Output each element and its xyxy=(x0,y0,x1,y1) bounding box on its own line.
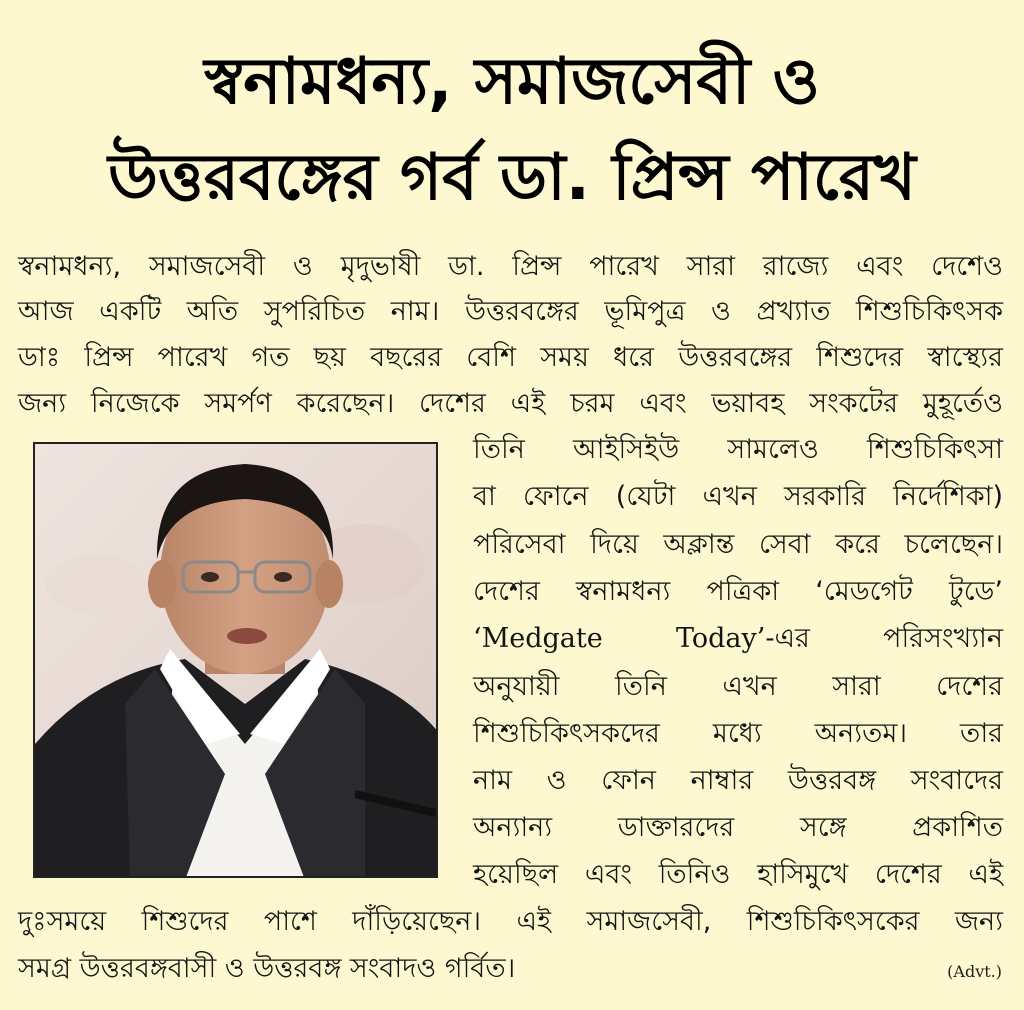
headline-line-1: স্বনামধন্য, সমাজসেবী ও xyxy=(204,45,820,119)
article-line: দুঃসময়ে শিশুদের পাশে দাঁড়িয়েছেন। এই সমাজসেবী, শিশুচিকিৎসকের জন্য xyxy=(18,906,1003,937)
article-line: ‘Medgate Today’-এর পরিসংখ্যান xyxy=(473,623,1003,654)
article-line: অনুযায়ী তিনি এখন সারা দেশের xyxy=(473,671,1003,702)
article-line: সমগ্র উত্তরবঙ্গবাসী ও উত্তরবঙ্গ সংবাদও গর্বিত। xyxy=(18,953,516,984)
article-line: দেশের স্বনামধন্য পত্রিকা ‘মেডগেট টুডে’ xyxy=(473,576,1003,607)
headline-line-2: উত্তরবঙ্গের গর্ব ডা. প্রিন্স পারেখ xyxy=(108,141,916,215)
article-line: ডাঃ প্রিন্স পারেখ গত ছয় বছরের বেশি সময় ধরে উত্তরবঙ্গের শিশুদের স্বাস্থ্যের xyxy=(18,342,1003,373)
article-line: শিশুচিকিৎসকদের মধ্যে অন্যতম। তার xyxy=(473,718,1003,749)
portrait-photo xyxy=(33,442,438,878)
article-line: পরিসেবা দিয়ে অক্লান্ত সেবা করে চলেছেন। xyxy=(473,529,1003,560)
advt-label: (Advt.) xyxy=(947,962,1002,981)
article-line: অন্যান্য ডাক্তারদের সঙ্গে প্রকাশিত xyxy=(473,812,1003,843)
article-line: জন্য নিজেকে সমর্পণ করেছেন। দেশের এই চরম এবং ভয়াবহ সংকটের মুহূর্তেও xyxy=(18,388,1003,419)
article-line: বা ফোনে (যেটা এখন সরকারি নির্দেশিকা) xyxy=(473,481,1003,512)
article-line: স্বনামধন্য, সমাজসেবী ও মৃদুভাষী ডা. প্রিন্স পারেখ সারা রাজ্যে এবং দেশেও xyxy=(18,251,1003,282)
article-line: তিনি আইসিইউ সামলেও শিশুচিকিৎসা xyxy=(473,434,1003,465)
article-line: নাম ও ফোন নাম্বার উত্তরবঙ্গ সংবাদের xyxy=(473,765,1003,796)
article-line: হয়েছিল এবং তিনিও হাসিমুখে দেশের এই xyxy=(473,859,1003,890)
article-line: আজ একটি অতি সুপরিচিত নাম। উত্তরবঙ্গের ভূমিপুত্র ও প্রখ্যাত শিশুচিকিৎসক xyxy=(18,296,1003,327)
